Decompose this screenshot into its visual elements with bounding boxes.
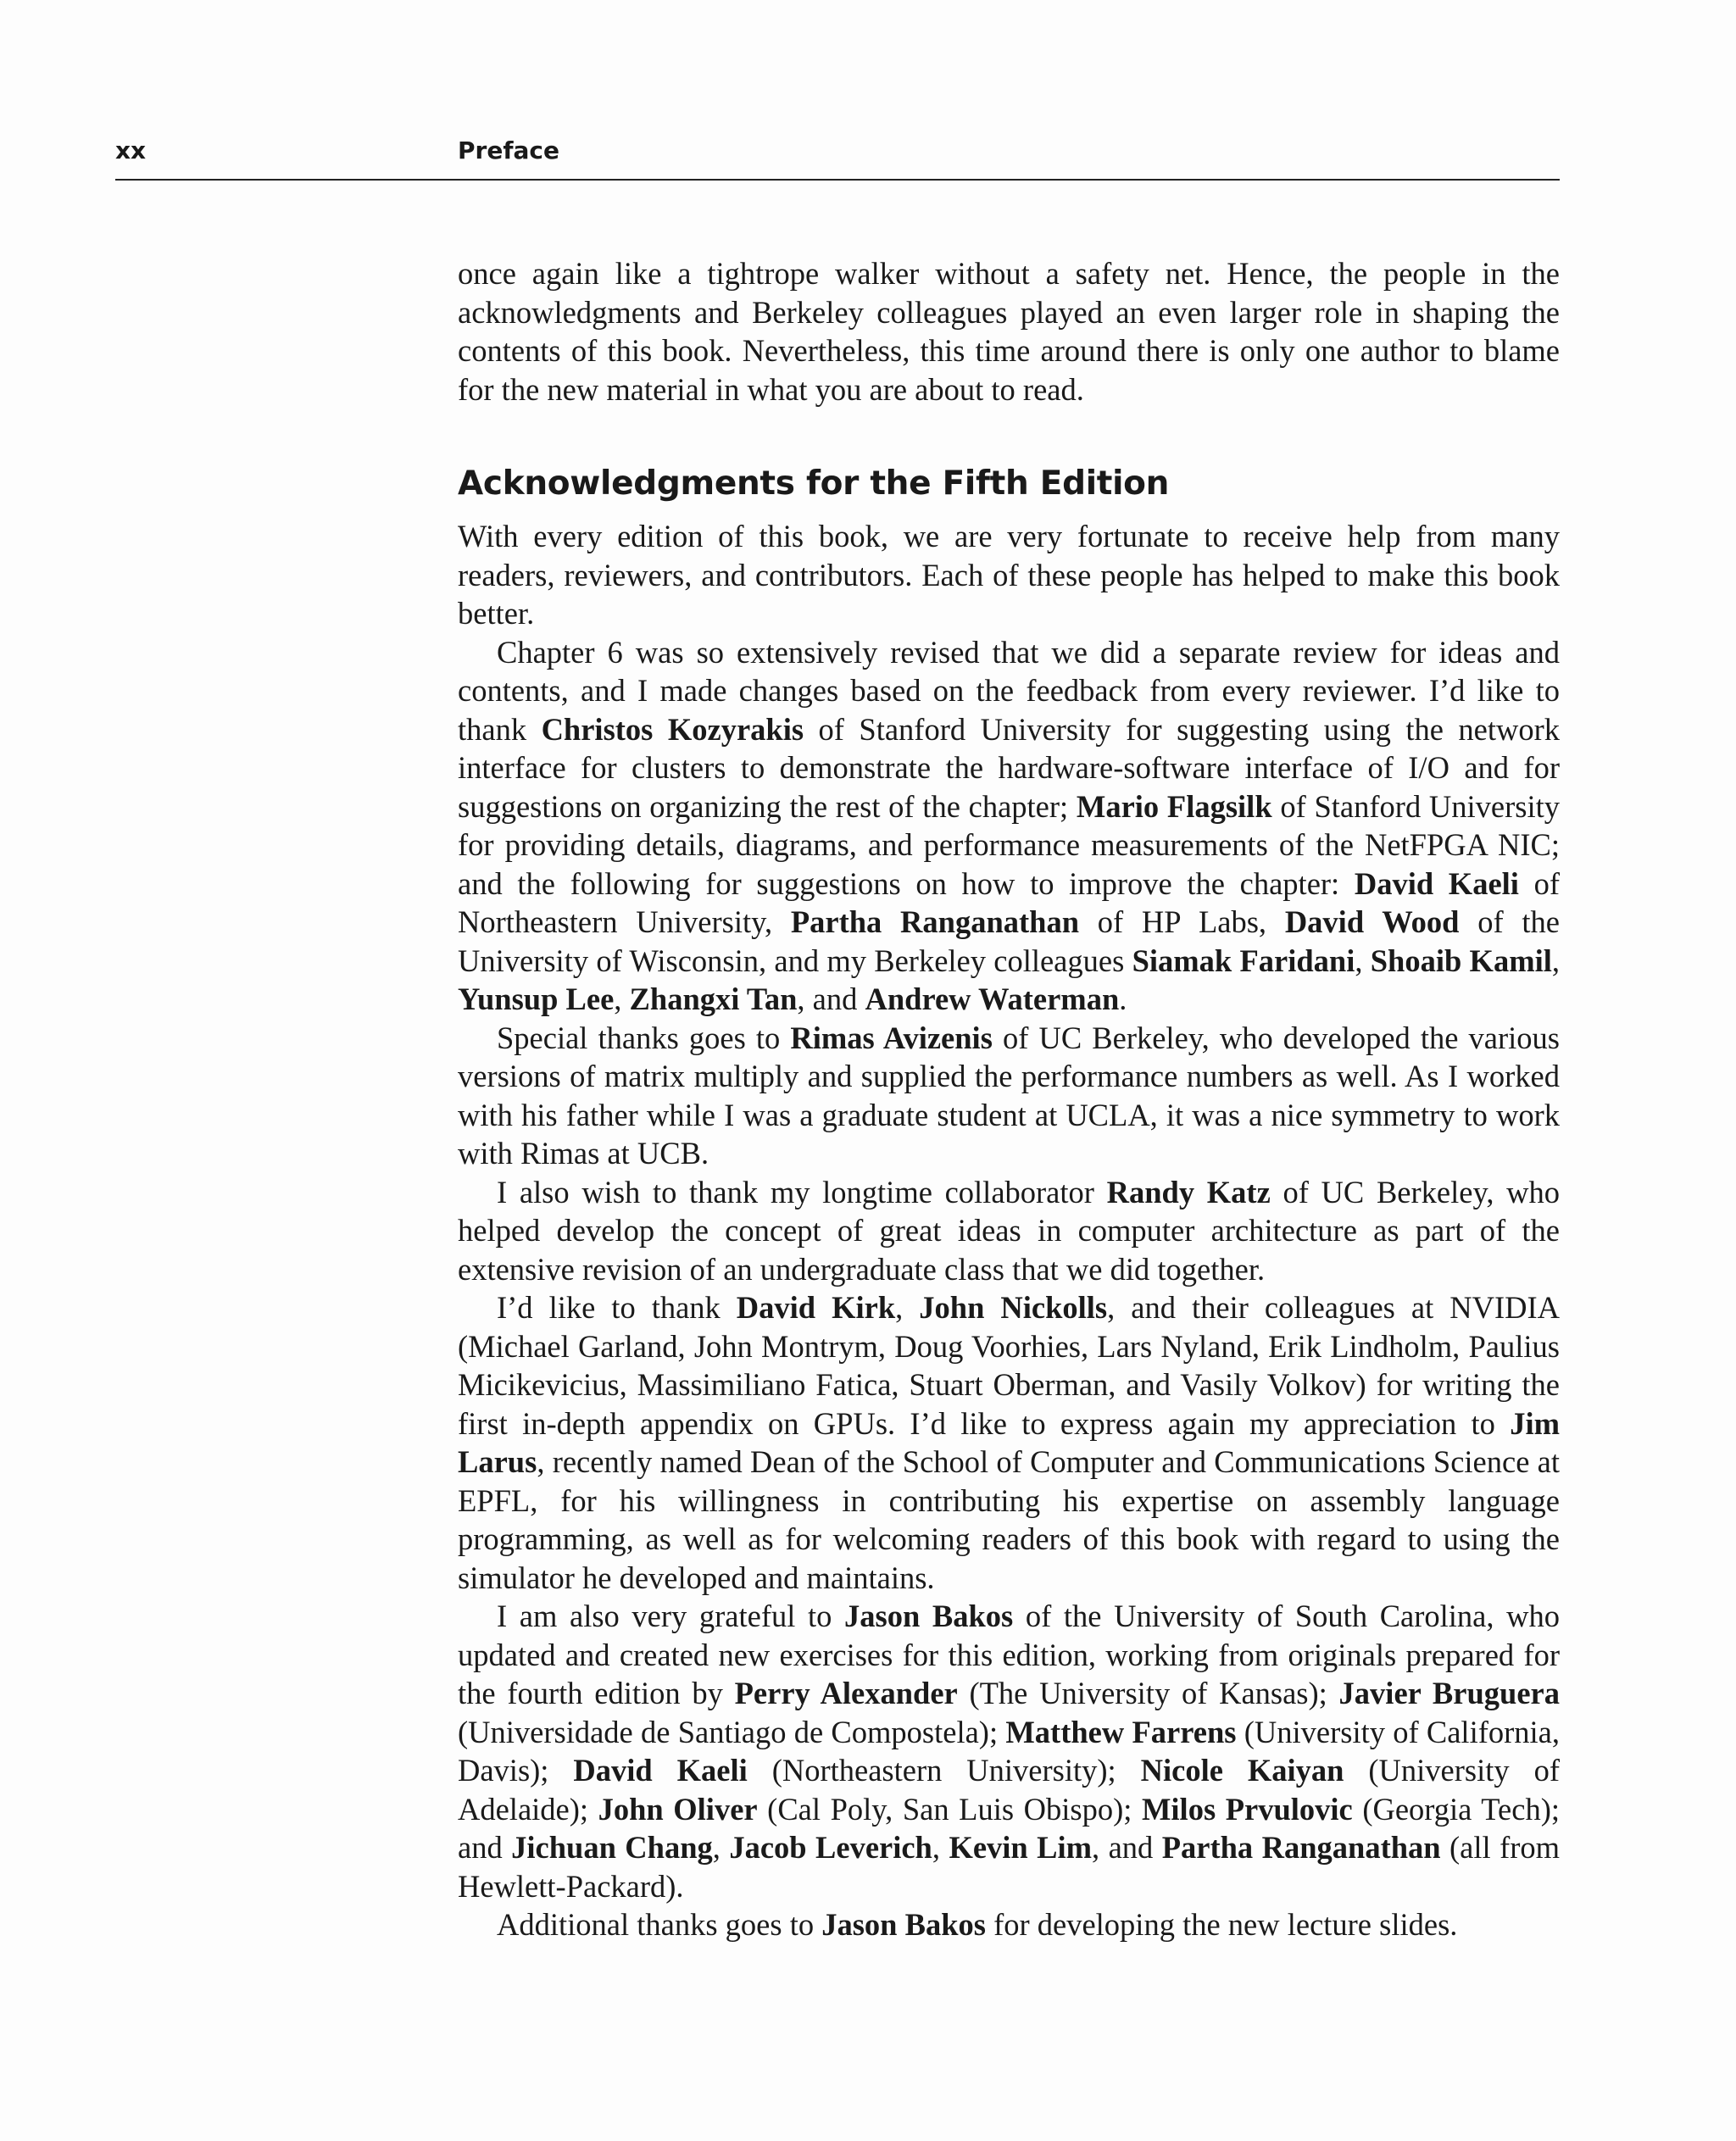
text-run: Chapter 6 was so extensively revised that we did a separate review for ideas and contents, and I made changes based on the feedback from every reviewer. I’d like to thank: [458, 634, 1560, 747]
text-run: (Northeastern University);: [747, 1753, 1141, 1788]
text-run: of the University of Wisconsin, and my Berkeley colleagues: [458, 904, 1560, 978]
text-run: I’d like to thank: [497, 1290, 737, 1325]
person-name: David Kaeli: [573, 1753, 748, 1788]
text-run: of Northeastern University,: [458, 865, 1560, 939]
person-name: Andrew Waterman: [865, 982, 1120, 1016]
person-name: Jichuan Chang: [511, 1830, 713, 1865]
text-run: ,: [1551, 943, 1561, 978]
person-name: Milos Prvulovic: [1141, 1791, 1353, 1827]
person-name: Jacob Leverich: [729, 1830, 932, 1865]
person-name: Rimas Avizenis: [790, 1020, 993, 1055]
acknowledgment-paragraphs: [458, 517, 1560, 1944]
intro-paragraph: once again like a tightrope walker without a safety net. Hence, the people in the acknowledgments and Berkeley colleagues played an even larger role in shaping the contents of this book. Nevertheless, this time around there is only one author to blame for the new material in what you are about to read.: [458, 256, 1560, 407]
paragraph: [458, 1173, 1560, 1289]
paragraph: [458, 1905, 1560, 1944]
person-name: David Wood: [1284, 904, 1460, 939]
person-name: Randy Katz: [1106, 1174, 1271, 1210]
text-run: of the University of South Carolina, who updated and created new exercises for this edition, working from originals prepared for the fourth edition by: [458, 1599, 1560, 1710]
person-name: John Oliver: [598, 1791, 758, 1827]
body-text: [458, 254, 1560, 1944]
text-run: Additional thanks goes to: [497, 1907, 822, 1942]
text-run: of HP Labs,: [1079, 904, 1285, 939]
text-run: , and: [1092, 1830, 1162, 1865]
text-run: (The University of Kansas);: [957, 1676, 1339, 1710]
person-name: John Nickolls: [919, 1290, 1108, 1325]
person-name: Jason Bakos: [844, 1599, 1014, 1633]
person-name: Mario Flagsilk: [1076, 788, 1272, 824]
text-run: ,: [895, 1290, 920, 1325]
person-name: Nicole Kaiyan: [1140, 1753, 1344, 1788]
person-name: David Kirk: [736, 1290, 896, 1325]
person-name: Zhangxi Tan: [629, 982, 798, 1016]
text-run: for developing the new lecture slides.: [985, 1907, 1458, 1942]
person-name: Yunsup Lee: [458, 982, 615, 1016]
text-run: of UC Berkeley, who helped develop the concept of great ideas in computer architecture as part of the extensive revision of an undergraduate class that we did together.: [458, 1174, 1560, 1287]
person-name: Partha Ranganathan: [790, 904, 1080, 939]
text-run: (University of California, Davis);: [458, 1714, 1560, 1788]
text-run: (University of Adelaide);: [458, 1753, 1560, 1827]
page-number: xx: [115, 136, 147, 164]
paragraph: [458, 517, 1560, 633]
text-run: ,: [712, 1830, 730, 1865]
text-run: ,: [1355, 943, 1371, 978]
paragraph: [458, 1288, 1560, 1597]
text-run: of Stanford University for providing details, diagrams, and performance measurements of the NetFPGA NIC; and the following for suggestions on how to improve the chapter:: [458, 788, 1561, 901]
text-run: With every edition of this book, we are very fortunate to receive help from many readers, reviewers, and contributors. Each of these people has helped to make this book better.: [458, 519, 1560, 631]
person-name: Matthew Farrens: [1005, 1714, 1237, 1749]
person-name: Jim Larus: [458, 1405, 1560, 1479]
person-name: Perry Alexander: [734, 1676, 958, 1710]
person-name: Javier Bruguera: [1338, 1676, 1560, 1710]
person-name: Kevin Lim: [949, 1830, 1093, 1865]
person-name: Siamak Faridani: [1132, 943, 1355, 978]
text-run: (Cal Poly, San Luis Obispo);: [757, 1791, 1142, 1827]
person-name: Partha Ranganathan: [1161, 1830, 1441, 1865]
text-run: , and: [797, 982, 865, 1016]
paragraph: [458, 1019, 1560, 1173]
text-run: , and their colleagues at NVIDIA (Michael Garland, John Montrym, Doug Voorhies, Lars Nyland, Erik Lindholm, Paulius Micikevicius, Massimiliano Fatica, Stuart Oberman, and Vasily Volkov) for writing the first in-depth appendix on GPUs. I’d like to express again my appreciation to: [458, 1290, 1560, 1441]
text-run: I am also very grateful to: [497, 1599, 845, 1633]
text-run: , recently named Dean of the School of Computer and Communications Science at EPFL, for his willingness in contributing his expertise on assembly language programming, as well as for welcoming readers of this book with regard to using the simulator he developed and maintains.: [458, 1444, 1560, 1595]
person-name: Shoaib Kamil: [1370, 943, 1552, 978]
text-run: ,: [614, 982, 630, 1016]
text-run: of UC Berkeley, who developed the various versions of matrix multiply and supplied the performance numbers as well. As I worked with his father while I was a graduate student at UCLA, it was a nice symmetry to work with Rimas at UCB.: [458, 1020, 1561, 1171]
person-name: Christos Kozyrakis: [541, 711, 804, 747]
paragraph: [458, 633, 1560, 1019]
text-run: I also wish to thank my longtime collaborator: [497, 1174, 1107, 1210]
person-name: Jason Bakos: [821, 1907, 986, 1942]
person-name: David Kaeli: [1354, 865, 1519, 901]
header-rule: [115, 179, 1560, 181]
text-run: (Universidade de Santiago de Compostela);: [458, 1714, 1006, 1749]
section-heading: Acknowledgments for the Fifth Edition: [458, 464, 1170, 503]
paragraph: [458, 1597, 1560, 1905]
text-run: Special thanks goes to: [497, 1020, 791, 1055]
text-run: ,: [932, 1830, 949, 1865]
text-run: .: [1119, 982, 1127, 1016]
running-head-section: Preface: [458, 136, 559, 164]
text-run: of Stanford University for suggesting using the network interface for clusters to demonstrate the hardware-software interface of I/O and for suggestions on organizing the rest of the chapter;: [458, 711, 1560, 824]
text-run: (Georgia Tech); and: [458, 1791, 1560, 1865]
text-run: (all from Hewlett-Packard).: [458, 1830, 1561, 1904]
